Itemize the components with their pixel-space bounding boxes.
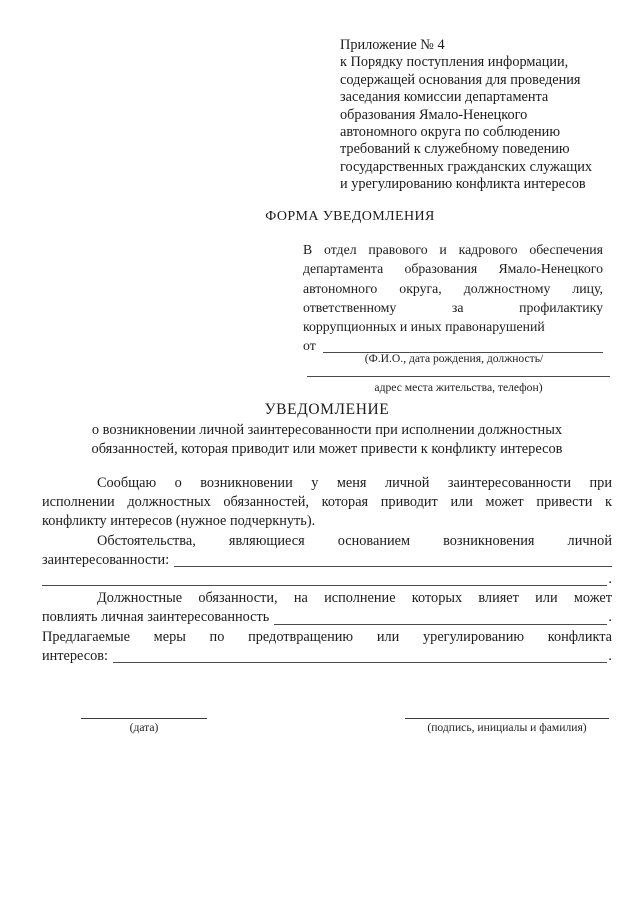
body-line — [42, 551, 612, 570]
body-line: Предлагаемые меры по предотвращению или урегулированию конфликта — [42, 628, 612, 645]
appendix-line: содержащей основания для проведения — [340, 71, 581, 88]
addressee-line: ответственному за профилактику — [303, 299, 603, 315]
appendix-header — [340, 37, 640, 194]
appendix-line: государственных гражданских служащих — [340, 158, 593, 175]
address-caption: адрес места жительства, телефон) — [374, 381, 543, 394]
body-line — [42, 608, 612, 627]
appendix-line: требований к служебному поведению — [340, 141, 570, 158]
from-label: от — [303, 338, 316, 354]
notice-subtitle — [28, 421, 626, 459]
address-blank-line — [307, 369, 610, 377]
body-line: Должностные обязанности, на исполнение которых влияет или может — [97, 590, 612, 607]
addressee-line: департамента образования Ямало-Ненецкого — [303, 261, 603, 277]
notice-title: УВЕДОМЛЕНИЕ — [264, 401, 390, 418]
appendix-line: образования Ямало-Ненецкого — [340, 106, 528, 123]
line-period: . — [608, 647, 612, 664]
blank-line — [174, 566, 612, 567]
appendix-line: Приложение № 4 — [340, 37, 445, 53]
signature-blank-line — [405, 707, 609, 719]
blank-line — [42, 585, 607, 586]
addressee-line: автономного округа, должностному лицу, — [303, 280, 603, 296]
addressee-block — [303, 240, 603, 356]
body-line: исполнении должностных обязанностей, которая приводит или может привести к — [42, 494, 612, 511]
fio-caption: (Ф.И.О., дата рождения, должность/ — [364, 352, 544, 365]
addressee-line: коррупционных и иных правонарушений — [303, 319, 545, 335]
date-blank-line — [81, 707, 207, 719]
date-signature-block — [81, 707, 207, 734]
body-line — [42, 570, 612, 589]
line-period: . — [608, 571, 612, 588]
signature-block — [405, 707, 609, 734]
body-line-text: повлиять личная заинтересованность — [42, 609, 270, 626]
body-line-text: интересов: — [42, 647, 108, 664]
notice-subtitle-line: о возникновении личной заинтересованности при исполнении должностных — [91, 422, 563, 438]
body-line: конфликту интересов (нужное подчеркнуть). — [42, 513, 316, 530]
body-line: Сообщаю о возникновении у меня личной заинтересованности при — [97, 475, 612, 491]
notice-subtitle-line: обязанностей, которая приводит или может привести к конфликту интересов — [91, 441, 563, 457]
appendix-line: и урегулированию конфликта интересов — [340, 176, 586, 193]
blank-line — [113, 662, 607, 663]
blank-line — [274, 624, 607, 625]
notice-body — [42, 474, 612, 666]
date-caption: (дата) — [129, 721, 159, 734]
addressee-line: В отдел правового и кадрового обеспечения — [303, 242, 603, 257]
appendix-line: к Порядку поступления информации, — [340, 54, 569, 71]
body-line-text: заинтересованности: — [42, 551, 170, 568]
appendix-line: заседания комиссии департамента — [340, 89, 549, 106]
form-title: ФОРМА УВЕДОМЛЕНИЯ — [265, 209, 435, 224]
body-line — [42, 647, 612, 666]
line-period: . — [608, 609, 612, 626]
appendix-line: автономного округа по соблюдению — [340, 124, 561, 141]
signature-caption: (подпись, инициалы и фамилия) — [427, 721, 587, 734]
body-line: Обстоятельства, являющиеся основанием возникновения личной — [97, 532, 612, 549]
